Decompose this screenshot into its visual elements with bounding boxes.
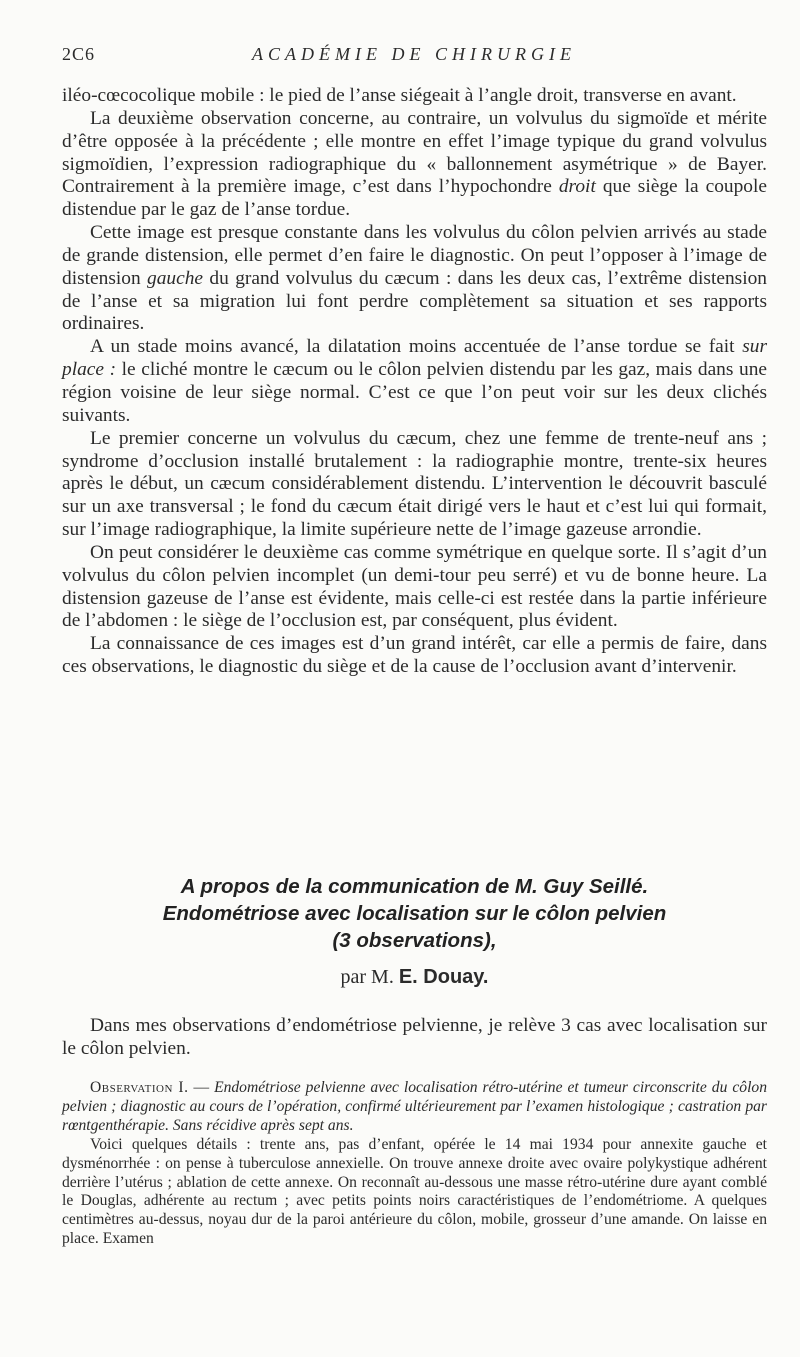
paragraph-conclusion: La connaissance de ces images est d’un grand intérêt, car elle a permis de faire, dans ces observations, le diagnostic du siège et de la cause de l’occlusion avant d’intervenir. [62, 633, 767, 678]
heading-line: (3 observations), [332, 929, 497, 952]
observation-label: Observation I. [90, 1079, 189, 1096]
text-run: La deuxième observation concerne, au contraire, un volvulus du sigmoïde et mérite d’être opposée à la précédente ; elle montre en effet l’image typique du grand volvulus sigmoïdien, l’expression radiographique du « ballonnement asymétrique » de Bayer. Contrairement à la première image, c’est dans l’hypochondre [62, 107, 767, 198]
observation-heading [62, 1079, 767, 1136]
text-run: Cette image est presque constante dans les volvulus du côlon pelvien arrivés au stade de grande distension, elle permet d’en faire le diagnostic. On peut l’opposer à l’image de distension [62, 222, 767, 289]
article-intro [62, 1014, 767, 1060]
paragraph-earlier-stage [62, 336, 767, 427]
main-body-text [62, 85, 767, 679]
heading-line: Endométriose avec localisation sur le côlon pelvien [162, 902, 667, 925]
text-run: le cliché montre le cæcum ou le côlon pelvien distendu par les gaz, mais dans une région voisine de leur siège normal. C’est ce que l’on peut voir sur les deux clichés suivants. [62, 359, 768, 426]
page-number: 2C6 [62, 44, 96, 64]
byline-prefix: par M. [340, 966, 399, 988]
intro-paragraph: Dans mes observations d’endométriose pelvienne, je relève 3 cas avec localisation sur le côlon pelvien. [62, 1015, 767, 1059]
paragraph-second-observation [62, 108, 767, 222]
observation-summary: Endométriose pelvienne avec localisation rétro-utérine et tumeur circonscrite du côlon pelvien ; diagnostic au cours de l’opération, confirmé ultérieurement par l’examen histologique ; castration par rœntgenthérapie. Sans récidive après sept ans. [62, 1079, 768, 1134]
article-heading [62, 873, 767, 954]
paragraph-first-case: Le premier concerne un volvulus du cæcum, chez une femme de trente-neuf ans ; syndrome d’occlusion installé brutalement : la radiographie montre, trente-six heures après le début, un cæcum considérablement distendu. L’intervention le découvrit basculé sur un axe transversal ; le fond du cæcum était dirigé vers le haut et c’est lui qui formait, sur l’image radiographique, la limite supérieure nette de l’image gazeuse arrondie. [62, 427, 767, 541]
paragraph-continuation: iléo-cœcocolique mobile : le pied de l’anse siégeait à l’angle droit, transverse en avant. [62, 85, 737, 106]
observation-section [62, 1079, 767, 1249]
observation-details: Voici quelques détails : trente ans, pas d’enfant, opérée le 14 mai 1934 pour annexite gauche et dysménorrhée : on pense à tuberculose annexielle. On trouve annexe droite avec ovaire polykystique adhérent derrière l’utérus ; ablation de cette annexe. On reconnaît au-dessous une masse rétro-utérine dure ayant comblé le Douglas, adhérente au rectum ; avec petits points noirs caractéristiques de l’endométriome. A quelques centimètres au-dessus, noyau dur de la paroi antérieure du côlon, mobile, grosseur d’une amande. On laisse en place. Examen [62, 1135, 767, 1248]
author-byline [62, 966, 767, 989]
dash: — [188, 1079, 215, 1096]
author-name: E. Douay. [398, 966, 489, 988]
heading-line: A propos de la communication de M. Guy Seillé. [180, 875, 649, 898]
journal-title: ACADÉMIE DE CHIRURGIE [252, 44, 576, 64]
emphasis-text: sur place : [62, 336, 767, 381]
paragraph-second-case: On peut considérer le deuxième cas comme symétrique en quelque sorte. Il s’agit d’un volvulus du côlon pelvien incomplet (un demi-tour peu serré) et vu de bonne heure. La distension gazeuse de l’anse est évidente, mais celle-ci est restée dans la partie inférieure de l’abdomen : le siège de l’occlusion est, par conséquent, plus évident. [62, 541, 767, 632]
emphasis-text: gauche [147, 267, 204, 289]
text-run: que siège la coupole distendue par le gaz de l’anse tordue. [62, 176, 768, 221]
text-run: du grand volvulus du cæcum : dans les deux cas, l’extrême distension de l’anse et sa migration lui font perdre complètement sa situation et ses rapports ordinaires. [62, 267, 767, 335]
paragraph-constant-image [62, 222, 767, 336]
text-run: A un stade moins avancé, la dilatation moins accentuée de l’anse tordue se fait [90, 336, 743, 358]
running-header [62, 44, 766, 68]
emphasis-text: droit [558, 176, 596, 198]
